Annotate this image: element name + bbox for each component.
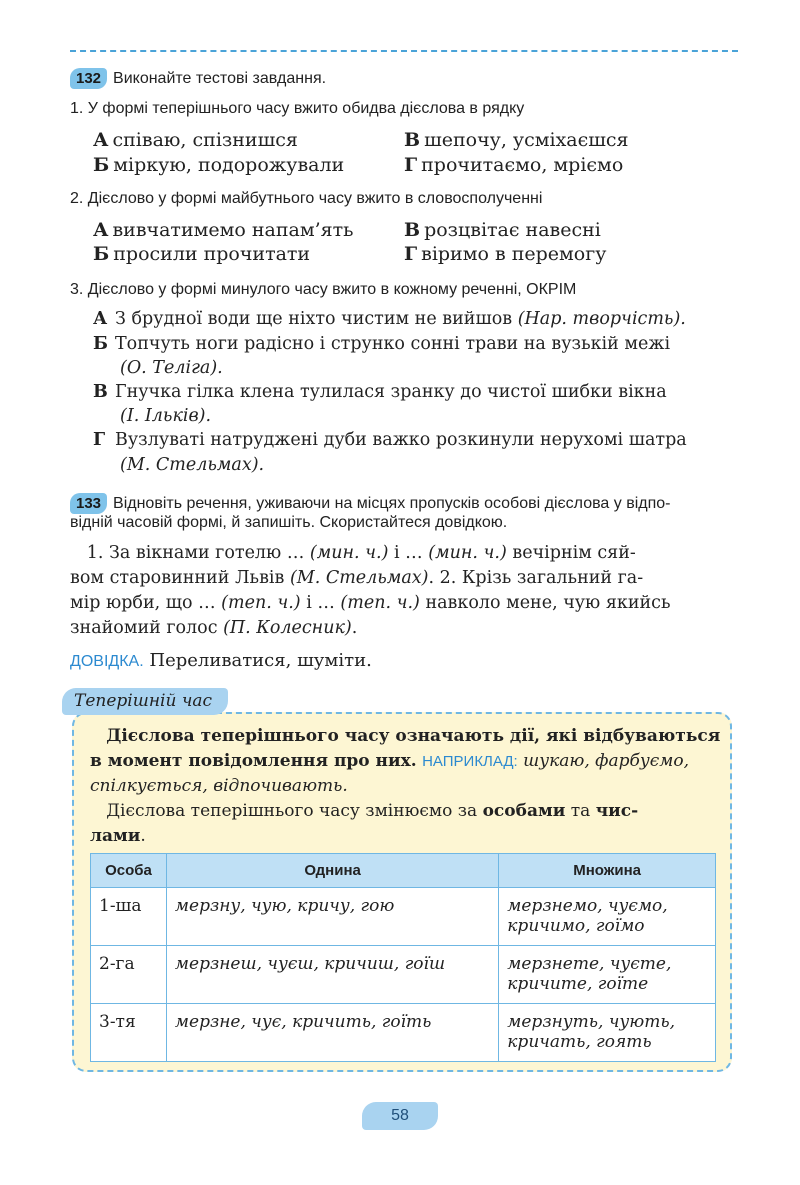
answer-option: В розцвітає навесні bbox=[404, 219, 601, 241]
exercise-text: 1. За вікнами готелю … (мин. ч.) і … (мин. ч.) вечірнім сяй- вом старовинний Львів (М. Стельмах). 2. Крізь загальний га- мір юрби, що … (теп. ч.) і … (теп. ч.) навколо мене, чую якийсь знайомий голос (П. Колесник). bbox=[70, 543, 671, 638]
table-header: Множина bbox=[499, 854, 716, 888]
question-3: 3. Дієслово у формі минулого часу вжито в кожному реченні, ОКРІМ bbox=[70, 281, 577, 298]
answer-option: Г віримо в перемогу bbox=[404, 243, 607, 265]
answer-option: Г Вузлуваті натруджені дуби важко розкинули нерухомі шатра bbox=[93, 430, 687, 450]
table-header: Особа bbox=[91, 854, 167, 888]
answer-option: В Гнучка гілка клена тулилася зранку до чистої шибки вікна bbox=[93, 382, 667, 402]
answer-option: Б Топчуть ноги радісно і струнко сонні трави на вузькій межі bbox=[93, 334, 671, 354]
answer-option: В шепочу, усміхаєшся bbox=[404, 129, 629, 151]
task-132-header bbox=[70, 68, 326, 89]
task-number-badge: 132 bbox=[70, 68, 107, 89]
hint-text: Переливатися, шуміти. bbox=[149, 650, 372, 671]
conjugation-table bbox=[90, 853, 716, 1062]
answer-option: Б просили прочитати bbox=[93, 243, 311, 265]
task-instruction: Виконайте тестові завдання. bbox=[113, 70, 327, 87]
task-instruction: Відновіть речення, уживаючи на місцях пропусків особові дієслова у відпо- bbox=[113, 495, 671, 512]
answer-source: (О. Теліга). bbox=[120, 358, 223, 378]
table-row: 1-ша мерзну, чую, кричу, гою мерзнемо, чуємо, кричимо, гоїмо bbox=[91, 888, 716, 946]
answer-option: А співаю, спізнишся bbox=[93, 129, 298, 151]
page-number: 58 bbox=[362, 1102, 438, 1130]
task-number-badge: 133 bbox=[70, 493, 107, 514]
answer-source: (І. Ільків). bbox=[120, 406, 212, 426]
example-label: НАПРИКЛАД: bbox=[422, 753, 518, 770]
table-header: Однина bbox=[166, 854, 498, 888]
rule-text: Дієслова теперішнього часу означають дії, які відбуваються в момент повідомлення про них. НАПРИКЛАД: шукаю, фарбуємо, спілкується, відпочивають. Дієслова теперішнього часу змінюємо за особами та чис- лами. bbox=[90, 726, 721, 846]
answer-option: Б міркую, подорожували bbox=[93, 154, 345, 176]
answer-option: А З брудної води ще ніхто чистим не вийшов (Нар. творчість). bbox=[93, 309, 686, 329]
task-instruction-cont: відній часовій формі, й запишіть. Скористайтеся довідкою. bbox=[70, 514, 508, 531]
question-1: 1. У формі теперішнього часу вжито обидва дієслова в рядку bbox=[70, 100, 525, 117]
answer-option: А вивчатимемо напам’ять bbox=[93, 219, 354, 241]
table-row: 2-га мерзнеш, чуєш, кричиш, гоїш мерзнете, чуєте, кричите, гоїте bbox=[91, 946, 716, 1004]
task-133-header bbox=[70, 493, 670, 514]
hint bbox=[70, 650, 372, 671]
answer-option: Г прочитаємо, мріємо bbox=[404, 154, 624, 176]
top-divider bbox=[70, 50, 738, 52]
table-row: 3-тя мерзне, чує, кричить, гоїть мерзнуть, чують, кричать, гоять bbox=[91, 1004, 716, 1062]
rule-label: Теперішній час bbox=[62, 688, 228, 715]
hint-label: ДОВІДКА. bbox=[70, 653, 144, 670]
question-2: 2. Дієслово у формі майбутнього часу вжито в словосполученні bbox=[70, 190, 543, 207]
answer-source: (М. Стельмах). bbox=[120, 455, 265, 475]
